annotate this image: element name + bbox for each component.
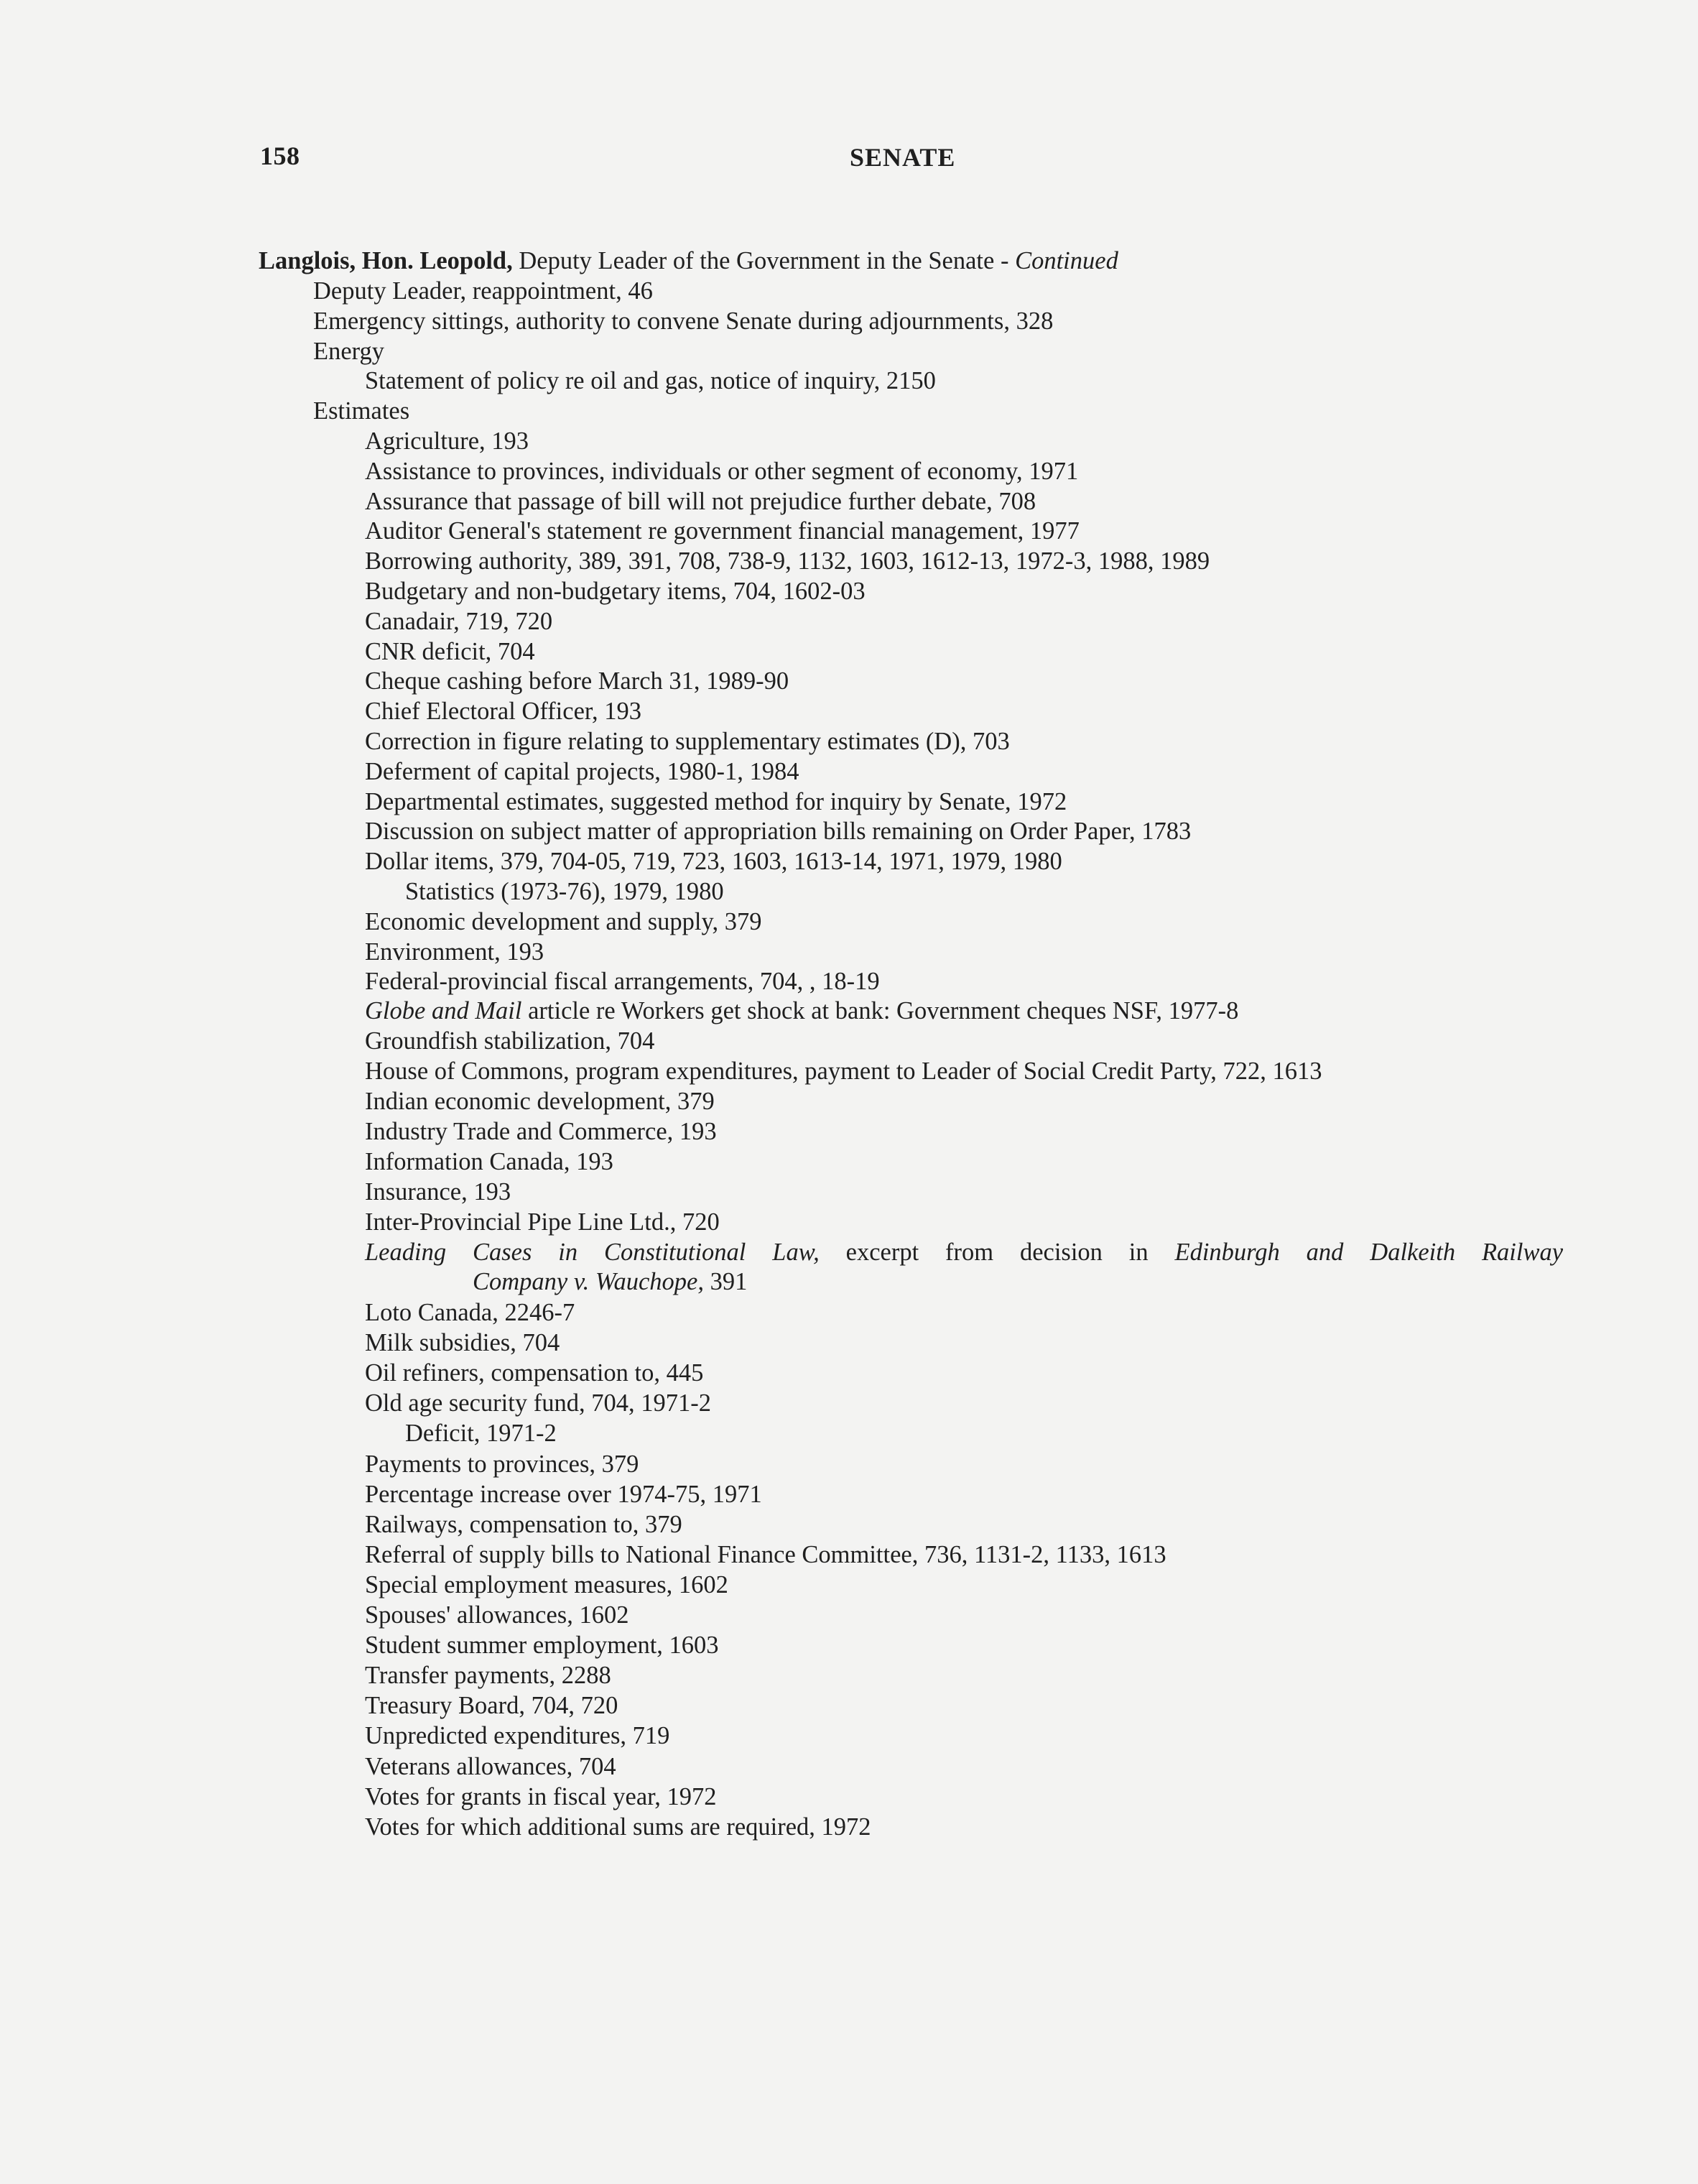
index-entry: Railways, compensation to, 379 — [365, 1510, 682, 1538]
index-entry: Information Canada, 193 — [365, 1148, 613, 1175]
index-entry: Deputy Leader, reappointment, 46 — [313, 277, 653, 305]
index-entry-globe — [365, 996, 1238, 1026]
index-entry: Cheque cashing before March 31, 1989-90 — [365, 667, 789, 695]
index-entry: Referral of supply bills to National Finance Committee, 736, 1131-2, 1133, 1613 — [365, 1540, 1166, 1568]
index-entry: Energy — [313, 337, 385, 365]
page-title: SENATE — [850, 143, 956, 172]
index-entry: Indian economic development, 379 — [365, 1088, 715, 1115]
index-entry: CNR deficit, 704 — [365, 637, 535, 665]
index-entry: Assurance that passage of bill will not prejudice further debate, 708 — [365, 487, 1036, 515]
globe-rest: article re Workers get shock at bank: Government cheques NSF, 1977-8 — [521, 997, 1239, 1024]
index-heading — [259, 246, 1118, 276]
index-entry: Agriculture, 193 — [365, 427, 529, 455]
index-entry: Votes for grants in fiscal year, 1972 — [365, 1782, 717, 1810]
index-entry: Student summer employment, 1603 — [365, 1632, 719, 1660]
index-entry: Percentage increase over 1974-75, 1971 — [365, 1480, 762, 1508]
index-entry: Industry Trade and Commerce, 193 — [365, 1118, 717, 1145]
index-entry: Environment, 193 — [365, 938, 544, 966]
index-entry: Estimates — [313, 397, 410, 425]
index-entry: Unpredicted expenditures, 719 — [365, 1722, 670, 1750]
leading-middle: excerpt from decision in — [819, 1239, 1175, 1266]
index-entry: Dollar items, 379, 704-05, 719, 723, 1603, 1613-14, 1971, 1979, 1980 — [365, 848, 1062, 876]
index-entry: Emergency sittings, authority to convene Senate during adjournments, 328 — [313, 307, 1054, 335]
index-entry: Auditor General's statement re government financial management, 1977 — [365, 517, 1080, 545]
index-entry: Insurance, 193 — [365, 1178, 511, 1206]
index-entry: Deficit, 1971-2 — [405, 1420, 557, 1448]
index-entry: Votes for which additional sums are required, 1972 — [365, 1813, 871, 1841]
index-entry: Old age security fund, 704, 1971-2 — [365, 1389, 711, 1417]
index-entry: Departmental estimates, suggested method for inquiry by Senate, 1972 — [365, 787, 1067, 815]
index-entry: Discussion on subject matter of appropriation bills remaining on Order Paper, 1783 — [365, 818, 1192, 846]
index-entry: Groundfish stabilization, 704 — [365, 1027, 655, 1055]
index-entry: Loto Canada, 2246-7 — [365, 1299, 575, 1326]
index-entry: Economic development and supply, 379 — [365, 907, 762, 935]
index-entry: Borrowing authority, 389, 391, 708, 738-9, 1132, 1603, 1612-13, 1972-3, 1988, 1989 — [365, 547, 1210, 575]
index-entry-leading-cases-cont — [473, 1267, 747, 1297]
index-entry: Inter-Provincial Pipe Line Ltd., 720 — [365, 1208, 720, 1236]
index-entry: Special employment measures, 1602 — [365, 1570, 728, 1598]
globe-title: Globe and Mail — [365, 997, 522, 1024]
index-entry: Assistance to provinces, individuals or other segment of economy, 1971 — [365, 457, 1079, 485]
index-entry: House of Commons, program expenditures, payment to Leader of Social Credit Party, 722, 1613 — [365, 1058, 1322, 1085]
index-entry: Payments to provinces, 379 — [365, 1450, 639, 1478]
index-entry: Statement of policy re oil and gas, notice of inquiry, 2150 — [365, 367, 936, 395]
heading-continued: Continued — [1015, 247, 1118, 274]
index-entry: Canadair, 719, 720 — [365, 607, 553, 635]
index-entry: Federal-provincial fiscal arrangements, 704, , 18-19 — [365, 968, 880, 996]
index-entry: Transfer payments, 2288 — [365, 1662, 611, 1690]
index-entry: Veterans allowances, 704 — [365, 1752, 616, 1780]
index-entry: Treasury Board, 704, 720 — [365, 1692, 618, 1720]
index-entry-leading-cases — [365, 1237, 1563, 1267]
heading-role: Deputy Leader of the Government in the Senate - — [512, 247, 1016, 274]
index-entry: Oil refiners, compensation to, 445 — [365, 1359, 704, 1387]
index-entry: Statistics (1973-76), 1979, 1980 — [405, 878, 724, 905]
index-entry: Chief Electoral Officer, 193 — [365, 698, 641, 726]
index-entry: Spouses' allowances, 1602 — [365, 1601, 629, 1629]
page-number: 158 — [260, 142, 300, 170]
leading-pages: 391 — [703, 1268, 748, 1295]
index-entry: Budgetary and non-budgetary items, 704, 1602-03 — [365, 578, 866, 605]
leading-case: Edinburgh and Dalkeith Railway — [1174, 1239, 1564, 1266]
leading-case-cont: Company v. Wauchope, — [473, 1268, 704, 1295]
heading-name: Langlois, Hon. Leopold, — [259, 247, 513, 274]
index-entry: Deferment of capital projects, 1980-1, 1984 — [365, 757, 799, 785]
index-entry: Milk subsidies, 704 — [365, 1329, 560, 1357]
leading-title: Leading Cases in Constitutional Law, — [365, 1239, 820, 1266]
index-entry: Correction in figure relating to supplementary estimates (D), 703 — [365, 728, 1010, 755]
